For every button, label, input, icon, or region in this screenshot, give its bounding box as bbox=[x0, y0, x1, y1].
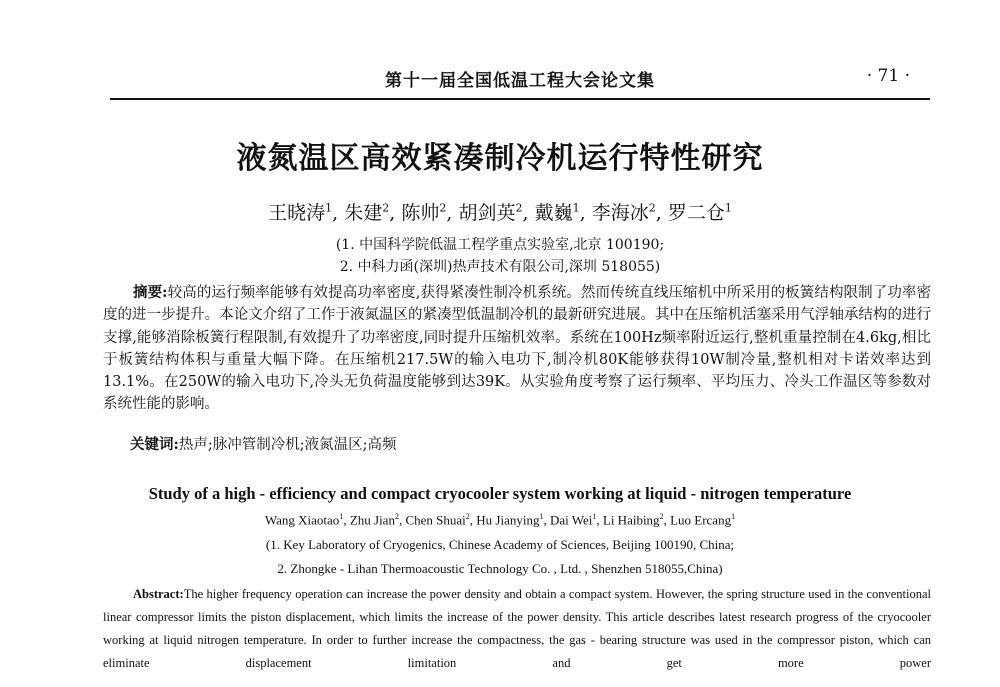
abstract-cn-label: 摘要: bbox=[133, 284, 168, 301]
keywords-cn-text: 热声;脉冲管制冷机;液氮温区;高频 bbox=[178, 437, 397, 453]
author: 王晓涛 bbox=[268, 202, 326, 224]
abstract-cn-text: 较高的运行频率能够有效提高功率密度,获得紧凑性制冷机系统。然而传统直线压缩机中所采用的板簧结构限制了功率密度的进一步提升。本论文介绍了工作于液氮温区的紧凑型低温制冷机的最新研究进展。其中在压缩机活塞采用气浮轴承结构的进行支撑,能够消除板簧行程限制,有效提升了功率密度,同时提升压缩机效率。系统在100Hz频率附近运行,整机重量控制在4.6kg,相比于板簧结构体积与重量大幅下降。在压缩机217.5W的输入电功下,制冷机80K能够获得10W制冷量,整机相对卡诺效率达到13.1%。在250W的输入电功下,冷头无负荷温度能够到达39K。从实验角度考察了运行频率、平均压力、冷头工作温区等参数对系统性能的影响。 bbox=[103, 285, 931, 413]
running-header bbox=[110, 60, 930, 100]
author: Chen Shuai bbox=[405, 512, 466, 528]
abstract-en bbox=[103, 583, 931, 675]
abstract-en-text: The higher frequency operation can increase the power density and obtain a compact system. However, the spring structure used in the conventional linear compressor limits the piston displacement, which limits the increase of the power density. This article describes latest research progress of the cryocooler working at liquid nitrogen temperature. In order to further increase the compactness, the gas - bearing structure was used in the compressor piston, which can eliminate displacement limitation and get more power bbox=[103, 587, 931, 670]
affiliation-cn-2: 2. 中科力函(深圳)热声技术有限公司,深圳 518055) bbox=[339, 259, 661, 275]
author: Zhu Jian bbox=[349, 512, 395, 528]
author-aff: 1 bbox=[592, 512, 597, 521]
author: Dai Wei bbox=[549, 512, 593, 528]
author-aff: 1 bbox=[731, 512, 736, 521]
abstract-en-label: Abstract: bbox=[133, 587, 184, 601]
author-aff: 1 bbox=[339, 512, 344, 521]
page-number: · 71 · bbox=[866, 66, 910, 86]
author: 罗二仓 bbox=[667, 202, 725, 224]
paper-title-en: Study of a high - efficiency and compact cryocooler system working at liquid - nitrogen temperature bbox=[148, 484, 852, 503]
author-aff: 1 bbox=[325, 201, 333, 215]
author: 朱建 bbox=[344, 202, 383, 224]
author: 胡剑英 bbox=[458, 202, 516, 224]
paper-title: 液氮温区高效紧凑制冷机运行特性研究 bbox=[236, 141, 764, 176]
author: Wang Xiaotao bbox=[264, 512, 340, 528]
author-aff: 2 bbox=[515, 201, 523, 215]
abstract-cn bbox=[103, 282, 931, 416]
author-aff: 2 bbox=[465, 512, 470, 521]
authors-en: Wang Xiaotao$^1$, Zhu Jian$^2$, Chen Shuai$^2$, Hu Jianying$^1$, Dai Wei$^1$, Li Haibing$^2$, Luo Ercang$^1$ bbox=[264, 512, 736, 528]
author: 李海冰 bbox=[591, 202, 649, 224]
author-aff: 2 bbox=[394, 512, 399, 521]
author: 陈帅 bbox=[401, 202, 440, 224]
keywords-cn bbox=[130, 433, 397, 454]
affiliation-en-2: 2. Zhongke - Lihan Thermoacoustic Technology Co. , Ltd. , Shenzhen 518055,China) bbox=[277, 561, 723, 576]
author-aff: 1 bbox=[724, 201, 732, 215]
author: Hu Jianying bbox=[476, 512, 540, 528]
author: Luo Ercang bbox=[670, 512, 732, 528]
author-aff: 1 bbox=[539, 512, 544, 521]
author: 戴巍 bbox=[534, 202, 573, 224]
affiliation-cn-1: (1. 中国科学院低温工程学重点实验室,北京 100190; bbox=[335, 237, 665, 253]
keywords-cn-label: 关键词: bbox=[130, 436, 179, 453]
author-aff: 2 bbox=[439, 201, 447, 215]
author: Li Haibing bbox=[602, 512, 660, 528]
author-aff: 1 bbox=[572, 201, 580, 215]
journal-title: 第十一届全国低温工程大会论文集 bbox=[385, 71, 655, 91]
authors-cn: 王晓涛$^1$, 朱建$^2$, 陈帅$^2$, 胡剑英$^2$, 戴巍$^1$, 李海冰$^2$, 罗二仓$^1$ bbox=[268, 201, 732, 224]
header-rule bbox=[110, 98, 930, 100]
author-aff: 2 bbox=[648, 201, 656, 215]
author-aff: 2 bbox=[382, 201, 390, 215]
affiliation-en-1: (1. Key Laboratory of Cryogenics, Chinese Academy of Sciences, Beijing 100190, China; bbox=[265, 537, 735, 552]
author-aff: 2 bbox=[659, 512, 664, 521]
